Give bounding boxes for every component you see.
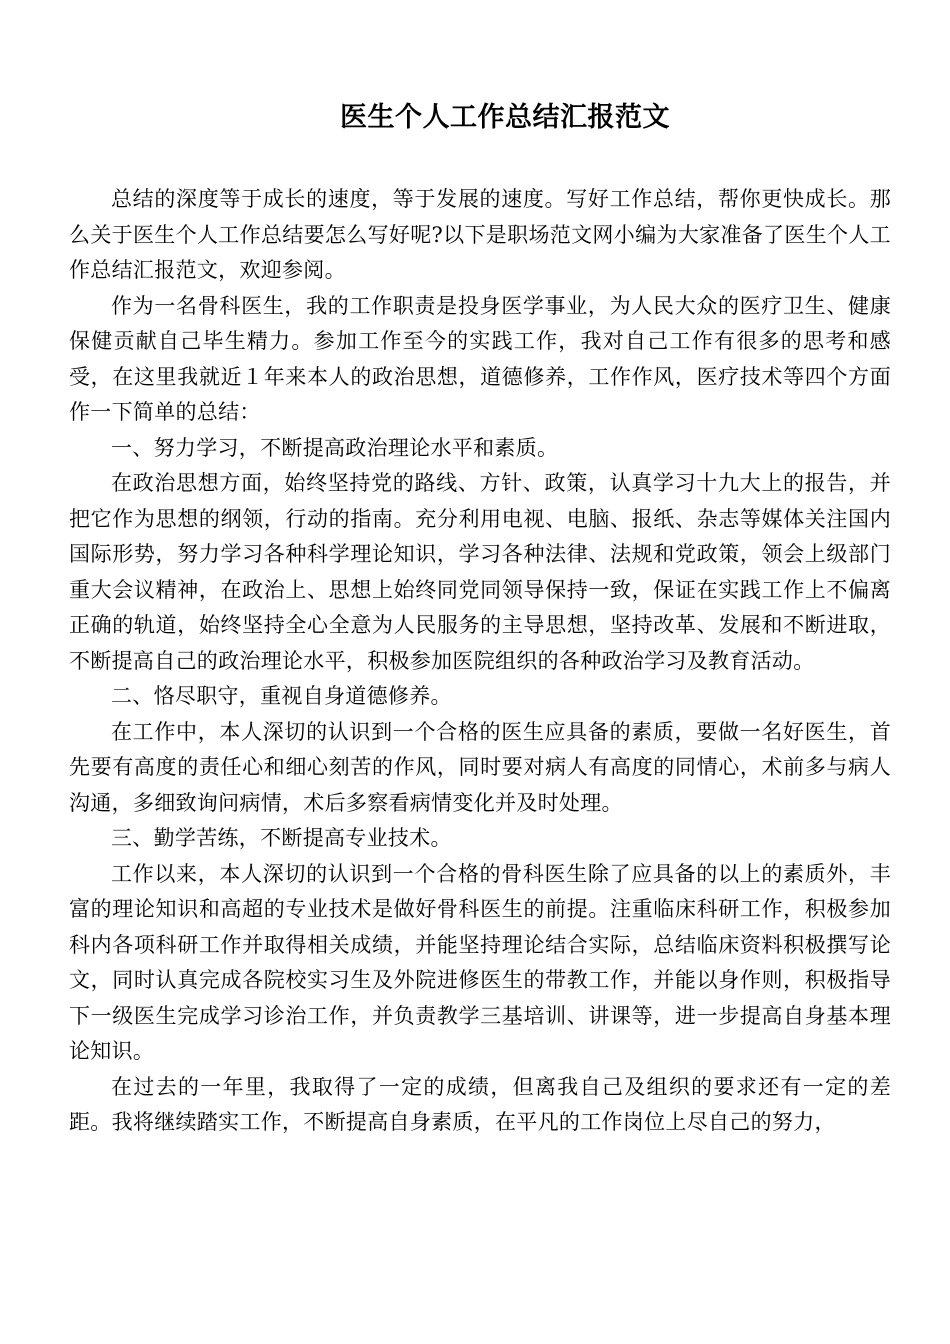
paragraph-role: 作为一名骨科医生，我的工作职责是投身医学事业，为人民大众的医疗卫生、健康保健贡献自己毕生精力。参加工作至今的实践工作，我对自己工作有很多的思考和感受，在这里我就近１年来本人的政治思想，道德修养，工作作风，医疗技术等四个方面作一下简单的总结：: [69, 293, 891, 424]
paragraph-skills: 工作以来，本人深切的认识到一个合格的骨科医生除了应具备的以上的素质外，丰富的理论知识和高超的专业技术是做好骨科医生的前提。注重临床科研工作，积极参加科内各项科研工作并取得相关成绩，并能坚持理论结合实际，总结临床资料积极撰写论文，同时认真完成各院校实习生及外院进修医生的带教工作，并能以身作则，积极指导下一级医生完成学习诊治工作，并负责教学三基培训、讲课等，进一步提高自身基本理论知识。: [69, 861, 891, 1063]
section-heading-3: 三、勤学苦练，不断提高专业技术。: [111, 826, 452, 850]
section-heading-1: 一、努力学习，不断提高政治理论水平和素质。: [111, 435, 559, 460]
paragraph-conclusion: 在过去的一年里，我取得了一定的成绩，但离我自己及组织的要求还有一定的差距。我将继续踏实工作，不断提高自身素质，在平凡的工作岗位上尽自己的努力，: [69, 1074, 891, 1134]
paragraph-intro: 总结的深度等于成长的速度，等于发展的速度。写好工作总结，帮你更快成长。那么关于医生个人工作总结要怎么写好呢?以下是职场范文网小编为大家准备了医生个人工作总结汇报范文，欢迎参阅。: [69, 187, 891, 282]
paragraph-ethics: 在工作中，本人深切的认识到一个合格的医生应具备的素质，要做一名好医生，首先要有高度的责任心和细心刻苦的作风，同时要对病人有高度的同情心，术前多与病人沟通，多细致询问病情，术后多察看病情变化并及时处理。: [69, 719, 891, 815]
document-body: [69, 182, 891, 1141]
section-heading-2: 二、恪尽职守，重视自身道德修养。: [111, 684, 452, 708]
paragraph-politics: 在政治思想方面，始终坚持党的路线、方针、政策，认真学习十九大上的报告，并把它作为思想的纲领，行动的指南。充分利用电视、电脑、报纸、杂志等媒体关注国内国际形势，努力学习各种科学理论知识，学习各种法律、法规和党政策，领会上级部门重大会议精神，在政治上、思想上始终同党同领导保持一致，保证在实践工作上不偏离正确的轨道，始终坚持全心全意为人民服务的主导思想，坚持改革、发展和不断进取，不断提高自己的政治理论水平，积极参加医院组织的各种政治学习及教育活动。: [69, 471, 891, 673]
document-title: 医生个人工作总结汇报范文: [340, 102, 670, 133]
